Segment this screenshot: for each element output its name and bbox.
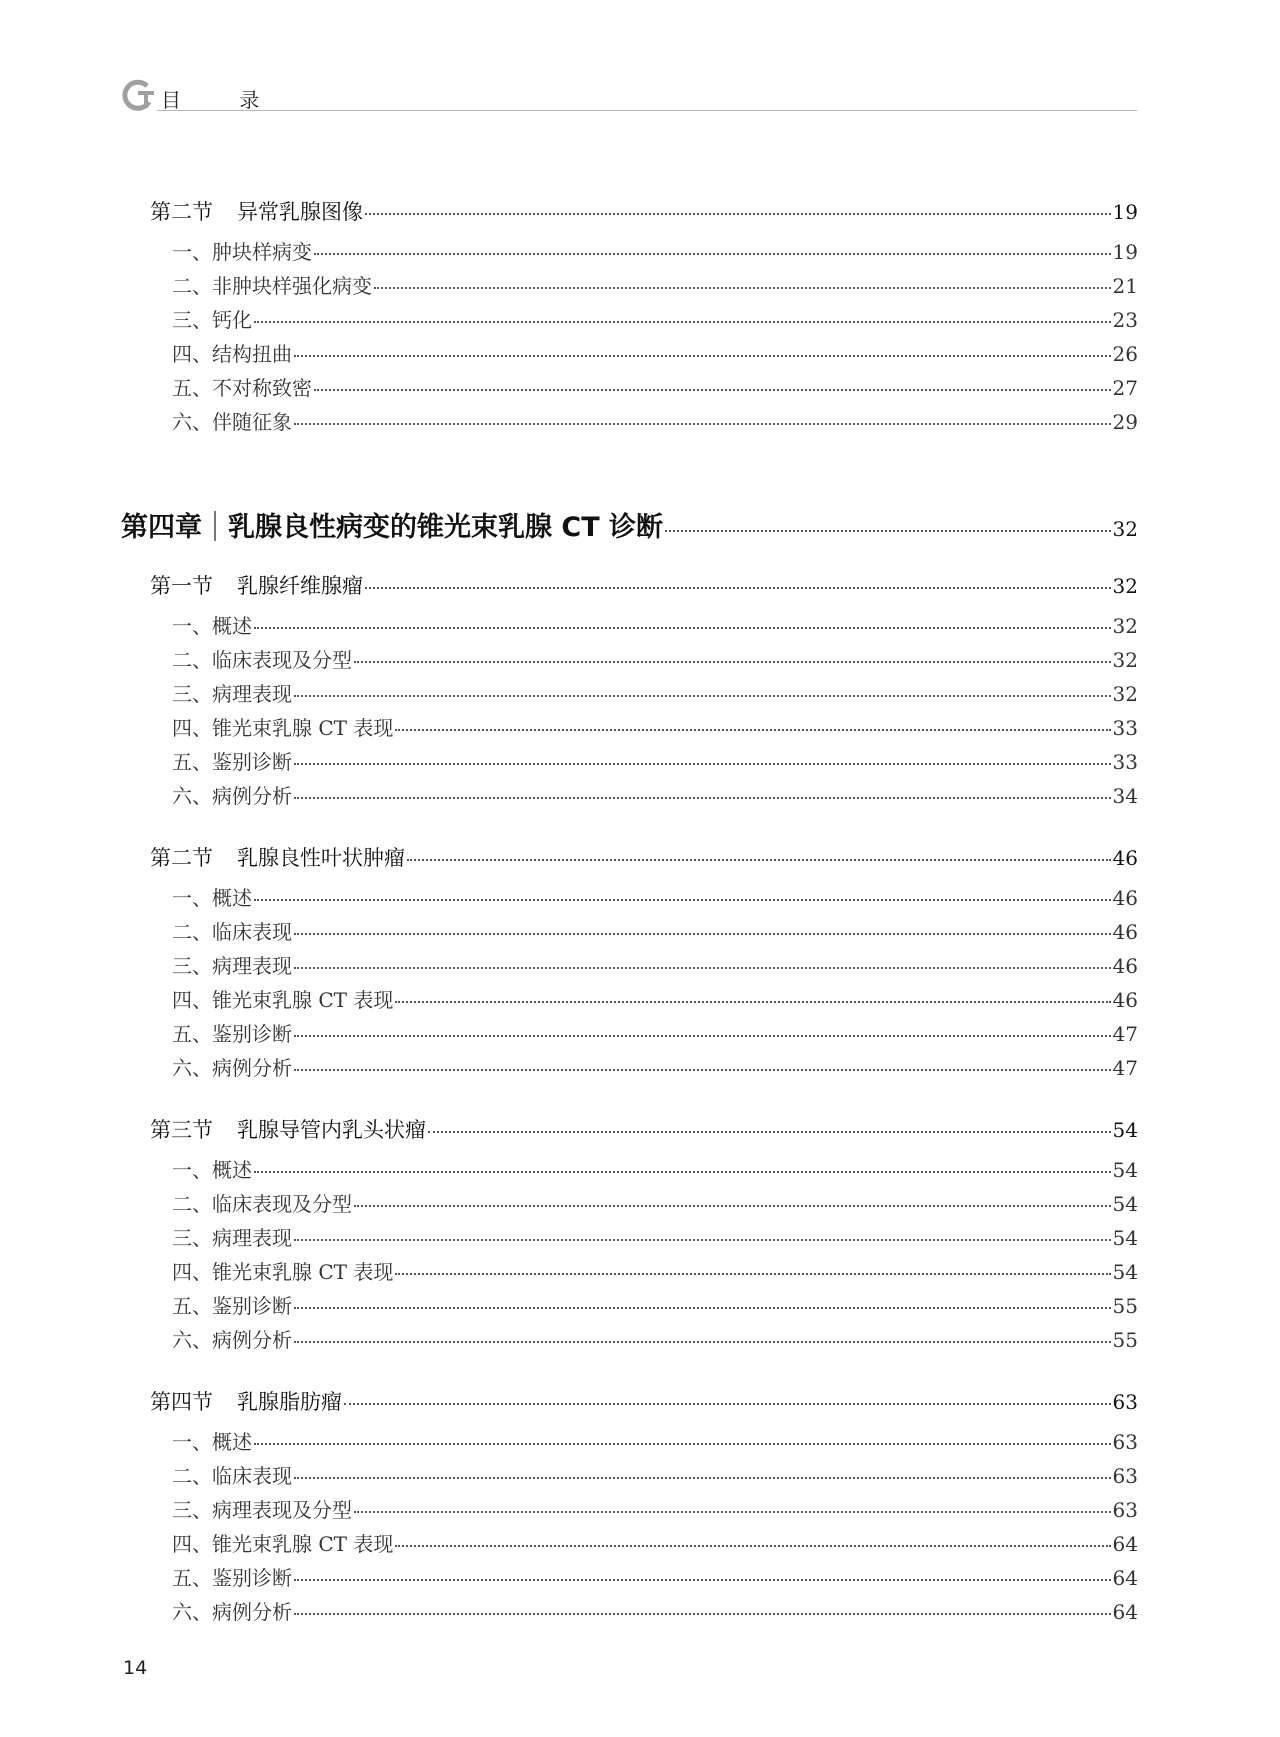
leader-dots (365, 587, 1111, 589)
page-ref: 23 (1112, 308, 1138, 332)
page-ref: 32 (1112, 574, 1138, 598)
toc-item[interactable] (172, 780, 1138, 809)
toc-item[interactable] (172, 712, 1138, 741)
leader-dots (294, 967, 1111, 969)
leader-dots (254, 321, 1111, 323)
toc-chapter-entry[interactable] (121, 505, 1138, 544)
item-label: 三、病理表现 (172, 1226, 292, 1250)
leader-dots (314, 389, 1111, 391)
page-ref: 63 (1112, 1464, 1138, 1488)
leader-dots (407, 859, 1111, 861)
page-ref: 32 (1112, 682, 1138, 706)
leader-dots (294, 1307, 1111, 1309)
page-ref: 34 (1112, 784, 1138, 808)
item-label: 二、临床表现及分型 (172, 648, 352, 672)
section-label (150, 842, 405, 872)
leader-dots (344, 1403, 1111, 1405)
section-number: 第三节 (150, 1118, 213, 1142)
toc-item[interactable] (172, 1018, 1138, 1047)
page-ref: 64 (1112, 1532, 1138, 1556)
chapter-label (121, 505, 663, 544)
toc-section-entry[interactable] (150, 1114, 1138, 1144)
leader-dots (254, 1171, 1111, 1173)
item-label: 二、非肿块样强化病变 (172, 274, 372, 298)
toc-item[interactable] (172, 610, 1138, 639)
chapter-number: 第四章 (121, 512, 202, 543)
page-ref: 64 (1112, 1600, 1138, 1624)
section-title: 乳腺导管内乳头状瘤 (237, 1118, 426, 1142)
page-ref: 26 (1112, 342, 1138, 366)
leader-dots (354, 1511, 1111, 1513)
toc-item[interactable] (172, 1324, 1138, 1353)
leader-dots (254, 899, 1111, 901)
leader-dots (294, 1579, 1111, 1581)
page-ref: 32 (1112, 614, 1138, 638)
item-label: 四、锥光束乳腺 CT 表现 (172, 1260, 394, 1284)
toc-item[interactable] (172, 984, 1138, 1013)
toc-item[interactable] (172, 1426, 1138, 1455)
page-ref: 19 (1112, 200, 1138, 224)
toc-item[interactable] (172, 1494, 1138, 1523)
item-label: 三、病理表现 (172, 954, 292, 978)
section-number: 第四节 (150, 1390, 213, 1414)
page-ref: 64 (1112, 1566, 1138, 1590)
section-label (150, 196, 363, 226)
toc-section-entry[interactable] (150, 570, 1138, 600)
page-ref: 55 (1112, 1328, 1138, 1352)
page-header (121, 78, 1137, 112)
chapter-title: 乳腺良性病变的锥光束乳腺 CT 诊断 (228, 512, 664, 543)
leader-dots (294, 933, 1111, 935)
section-title: 乳腺脂肪瘤 (237, 1390, 342, 1414)
leader-dots (428, 1131, 1111, 1133)
item-label: 一、概述 (172, 1158, 252, 1182)
toc-item[interactable] (172, 1154, 1138, 1183)
item-label: 一、概述 (172, 886, 252, 910)
page-ref: 32 (1112, 517, 1138, 541)
page-ref: 54 (1112, 1118, 1138, 1142)
leader-dots (354, 661, 1111, 663)
toc-section-entry[interactable] (150, 196, 1138, 226)
leader-dots (294, 1035, 1111, 1037)
item-label: 五、鉴别诊断 (172, 1294, 292, 1318)
page-ref: 54 (1112, 1226, 1138, 1250)
toc-item[interactable] (172, 1528, 1138, 1557)
leader-dots (294, 1477, 1111, 1479)
leader-dots (254, 627, 1111, 629)
toc-item[interactable] (172, 1596, 1138, 1625)
logo-icon (121, 78, 157, 112)
item-label: 四、锥光束乳腺 CT 表现 (172, 988, 394, 1012)
item-label: 五、鉴别诊断 (172, 750, 292, 774)
item-label: 五、不对称致密 (172, 376, 312, 400)
item-label: 一、概述 (172, 1430, 252, 1454)
page-ref: 47 (1112, 1022, 1138, 1046)
page-ref: 54 (1112, 1158, 1138, 1182)
page-ref: 63 (1112, 1430, 1138, 1454)
leader-dots (254, 1443, 1111, 1445)
leader-dots (294, 355, 1111, 357)
page-ref: 63 (1112, 1498, 1138, 1522)
toc-item[interactable] (172, 1562, 1138, 1591)
page-ref: 54 (1112, 1192, 1138, 1216)
page-ref: 46 (1112, 846, 1138, 870)
item-label: 四、结构扭曲 (172, 342, 292, 366)
toc-item[interactable] (172, 678, 1138, 707)
leader-dots (365, 213, 1111, 215)
section-title: 乳腺纤维腺瘤 (237, 574, 363, 598)
leader-dots (294, 1069, 1111, 1071)
section-number: 第二节 (150, 846, 213, 870)
item-label: 四、锥光束乳腺 CT 表现 (172, 716, 394, 740)
page-number: 14 (123, 1657, 148, 1679)
toc-item[interactable] (172, 372, 1138, 401)
leader-dots (665, 530, 1111, 532)
item-label: 三、病理表现 (172, 682, 292, 706)
toc-item[interactable] (172, 1290, 1138, 1319)
page-ref: 46 (1112, 920, 1138, 944)
leader-dots (294, 763, 1111, 765)
toc-item[interactable] (172, 1052, 1138, 1081)
toc-item[interactable] (172, 1256, 1138, 1285)
leader-dots (294, 797, 1111, 799)
item-label: 五、鉴别诊断 (172, 1566, 292, 1590)
toc-item[interactable] (172, 950, 1138, 979)
section-label (150, 1114, 426, 1144)
section-label (150, 1386, 342, 1416)
toc-item[interactable] (172, 1188, 1138, 1217)
item-label: 三、钙化 (172, 308, 252, 332)
leader-dots (395, 729, 1110, 731)
item-label: 六、病例分析 (172, 784, 292, 808)
section-number: 第一节 (150, 574, 213, 598)
item-label: 二、临床表现及分型 (172, 1192, 352, 1216)
section-title: 乳腺良性叶状肿瘤 (237, 846, 405, 870)
toc-section-entry[interactable] (150, 1386, 1138, 1416)
toc-item[interactable] (172, 916, 1138, 945)
toc-item[interactable] (172, 406, 1138, 435)
page-ref: 47 (1112, 1056, 1138, 1080)
item-label: 六、病例分析 (172, 1056, 292, 1080)
leader-dots (294, 1341, 1111, 1343)
leader-dots (294, 423, 1111, 425)
item-label: 一、肿块样病变 (172, 240, 312, 264)
header-title: 目 录 (161, 88, 286, 112)
toc-item[interactable] (172, 882, 1138, 911)
item-label: 六、病例分析 (172, 1600, 292, 1624)
toc-item[interactable] (172, 746, 1138, 775)
item-label: 二、临床表现 (172, 920, 292, 944)
leader-dots (314, 253, 1111, 255)
item-label: 五、鉴别诊断 (172, 1022, 292, 1046)
section-title: 异常乳腺图像 (237, 200, 363, 224)
item-label: 一、概述 (172, 614, 252, 638)
item-label: 六、伴随征象 (172, 410, 292, 434)
page-ref: 46 (1112, 988, 1138, 1012)
leader-dots (374, 287, 1111, 289)
leader-dots (395, 1545, 1110, 1547)
section-number: 第二节 (150, 200, 213, 224)
page-ref: 33 (1112, 716, 1138, 740)
leader-dots (354, 1205, 1111, 1207)
page-ref: 21 (1112, 274, 1138, 298)
page-ref: 19 (1112, 240, 1138, 264)
page-ref: 46 (1112, 886, 1138, 910)
chapter-divider (214, 511, 216, 541)
page-ref: 29 (1112, 410, 1138, 434)
page-ref: 27 (1112, 376, 1138, 400)
item-label: 六、病例分析 (172, 1328, 292, 1352)
leader-dots (294, 1613, 1111, 1615)
item-label: 四、锥光束乳腺 CT 表现 (172, 1532, 394, 1556)
item-label: 三、病理表现及分型 (172, 1498, 352, 1522)
page-ref: 46 (1112, 954, 1138, 978)
leader-dots (395, 1001, 1110, 1003)
leader-dots (294, 695, 1111, 697)
page-ref: 55 (1112, 1294, 1138, 1318)
page-ref: 54 (1112, 1260, 1138, 1284)
toc-section-entry[interactable] (150, 842, 1138, 872)
page-ref: 63 (1112, 1390, 1138, 1414)
section-label (150, 570, 363, 600)
page-ref: 33 (1112, 750, 1138, 774)
toc-item[interactable] (172, 270, 1138, 299)
toc-item[interactable] (172, 338, 1138, 367)
item-label: 二、临床表现 (172, 1464, 292, 1488)
leader-dots (294, 1239, 1111, 1241)
toc-item[interactable] (172, 644, 1138, 673)
page-ref: 32 (1112, 648, 1138, 672)
header-rule (157, 110, 1137, 111)
toc-item[interactable] (172, 1460, 1138, 1489)
toc-item[interactable] (172, 304, 1138, 333)
toc-item[interactable] (172, 1222, 1138, 1251)
leader-dots (395, 1273, 1110, 1275)
toc-item[interactable] (172, 236, 1138, 265)
